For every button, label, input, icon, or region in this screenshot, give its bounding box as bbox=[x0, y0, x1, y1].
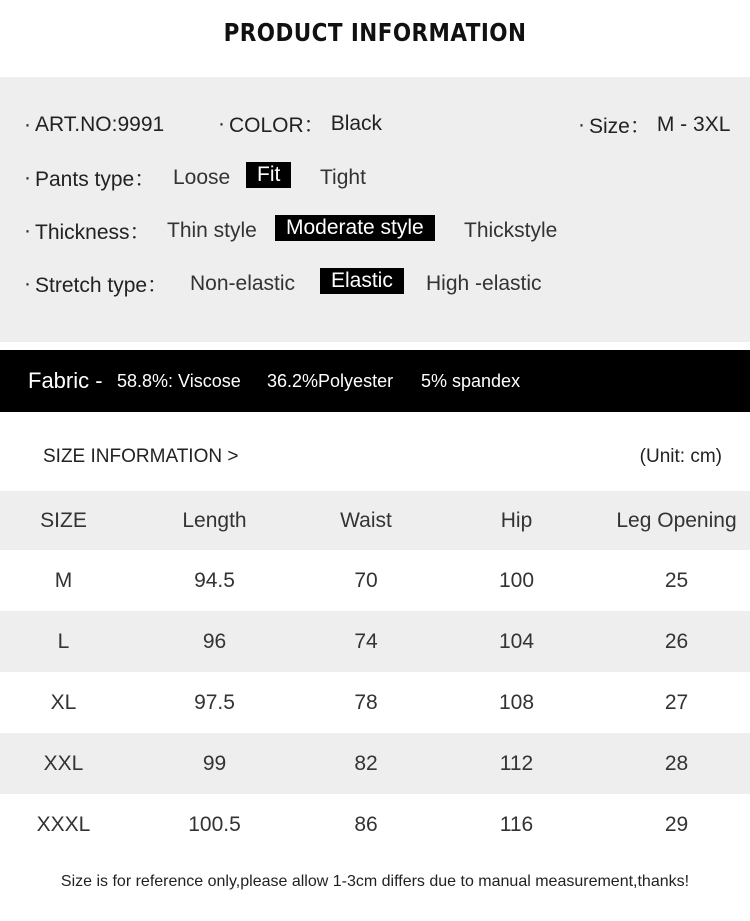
cell-waist: 82 bbox=[354, 751, 378, 775]
table-row bbox=[0, 611, 750, 672]
pants-type-label: Pants type： bbox=[35, 168, 156, 191]
bullet-icon: · bbox=[24, 272, 31, 295]
cell-leg-opening: 26 bbox=[664, 629, 689, 653]
table-row bbox=[0, 550, 750, 611]
table-row bbox=[0, 672, 750, 733]
cell-waist: 70 bbox=[354, 568, 378, 592]
pants-type-option-fit-selected: Fit bbox=[246, 162, 291, 188]
color-attribute bbox=[218, 109, 382, 139]
bullet-icon: · bbox=[24, 166, 31, 189]
fabric-label: Fabric - bbox=[28, 368, 103, 393]
cell-length: 97.5 bbox=[194, 690, 235, 714]
thickness-option-thick: Thickstyle bbox=[464, 219, 558, 242]
unit-label: (Unit: cm) bbox=[639, 446, 722, 467]
cell-leg-opening: 28 bbox=[664, 751, 689, 775]
thickness-option-moderate-selected: Moderate style bbox=[275, 215, 435, 241]
art-no-value: ART.NO:9991 bbox=[35, 113, 165, 136]
stretch-option-elastic-selected: Elastic bbox=[320, 268, 404, 294]
fabric-bar bbox=[0, 350, 750, 412]
cell-hip: 100 bbox=[498, 568, 535, 592]
cell-waist: 74 bbox=[354, 629, 378, 653]
size-label: Size： bbox=[589, 115, 651, 138]
stretch-type-row bbox=[24, 269, 724, 299]
cell-size: L bbox=[57, 629, 70, 653]
fabric-part-polyester: 36.2%Polyester bbox=[267, 370, 394, 391]
color-label: COLOR： bbox=[229, 114, 325, 137]
cell-waist: 86 bbox=[354, 812, 378, 836]
cell-length: 100.5 bbox=[188, 812, 241, 836]
stretch-option-non-elastic: Non-elastic bbox=[190, 272, 296, 295]
art-no bbox=[24, 110, 164, 140]
cell-leg-opening: 27 bbox=[664, 690, 689, 714]
column-header-waist: Waist bbox=[340, 508, 392, 532]
cell-size: M bbox=[54, 568, 73, 592]
column-header-size: SIZE bbox=[40, 508, 87, 532]
cell-length: 96 bbox=[202, 629, 227, 653]
stretch-type-label: Stretch type： bbox=[35, 274, 169, 297]
table-row bbox=[0, 794, 750, 855]
size-table bbox=[0, 491, 750, 855]
fabric-part-spandex: 5% spandex bbox=[421, 370, 521, 391]
size-table-header bbox=[0, 491, 750, 550]
cell-hip: 112 bbox=[499, 751, 534, 775]
color-value: Black bbox=[330, 112, 383, 135]
cell-leg-opening: 25 bbox=[664, 568, 689, 592]
bullet-icon: · bbox=[24, 219, 31, 242]
cell-size: XL bbox=[50, 690, 77, 714]
bullet-icon: · bbox=[218, 112, 225, 135]
cell-hip: 104 bbox=[498, 629, 535, 653]
cell-size: XXXL bbox=[36, 812, 91, 836]
column-header-hip: Hip bbox=[500, 508, 533, 532]
cell-size: XXL bbox=[43, 751, 84, 775]
page-title: PRODUCT INFORMATION bbox=[223, 18, 527, 47]
size-value: M - 3XL bbox=[656, 113, 731, 136]
footer-note: Size is for reference only,please allow 1-3cm differs due to manual measurement,thanks! bbox=[60, 873, 690, 890]
attributes-panel bbox=[0, 77, 750, 342]
thickness-option-thin: Thin style bbox=[167, 219, 257, 242]
stretch-option-high-elastic: High -elastic bbox=[426, 272, 542, 295]
column-header-length: Length bbox=[182, 508, 247, 532]
pants-type-option-tight: Tight bbox=[320, 166, 366, 189]
cell-waist: 78 bbox=[354, 690, 378, 714]
column-header-leg-opening: Leg Opening bbox=[616, 508, 737, 532]
cell-hip: 108 bbox=[498, 690, 535, 714]
cell-length: 99 bbox=[202, 751, 227, 775]
cell-leg-opening: 29 bbox=[664, 812, 689, 836]
bullet-icon: · bbox=[24, 113, 31, 136]
thickness-row bbox=[24, 216, 724, 246]
pants-type-row bbox=[24, 163, 724, 193]
thickness-label: Thickness： bbox=[35, 221, 151, 244]
pants-type-option-loose: Loose bbox=[173, 166, 231, 189]
cell-hip: 116 bbox=[499, 812, 534, 836]
size-attribute bbox=[578, 110, 730, 140]
bullet-icon: · bbox=[578, 113, 585, 136]
size-information-heading: SIZE INFORMATION > bbox=[43, 446, 239, 467]
fabric-part-viscose: 58.8%: Viscose bbox=[117, 370, 241, 391]
table-row bbox=[0, 733, 750, 794]
cell-length: 94.5 bbox=[194, 568, 235, 592]
